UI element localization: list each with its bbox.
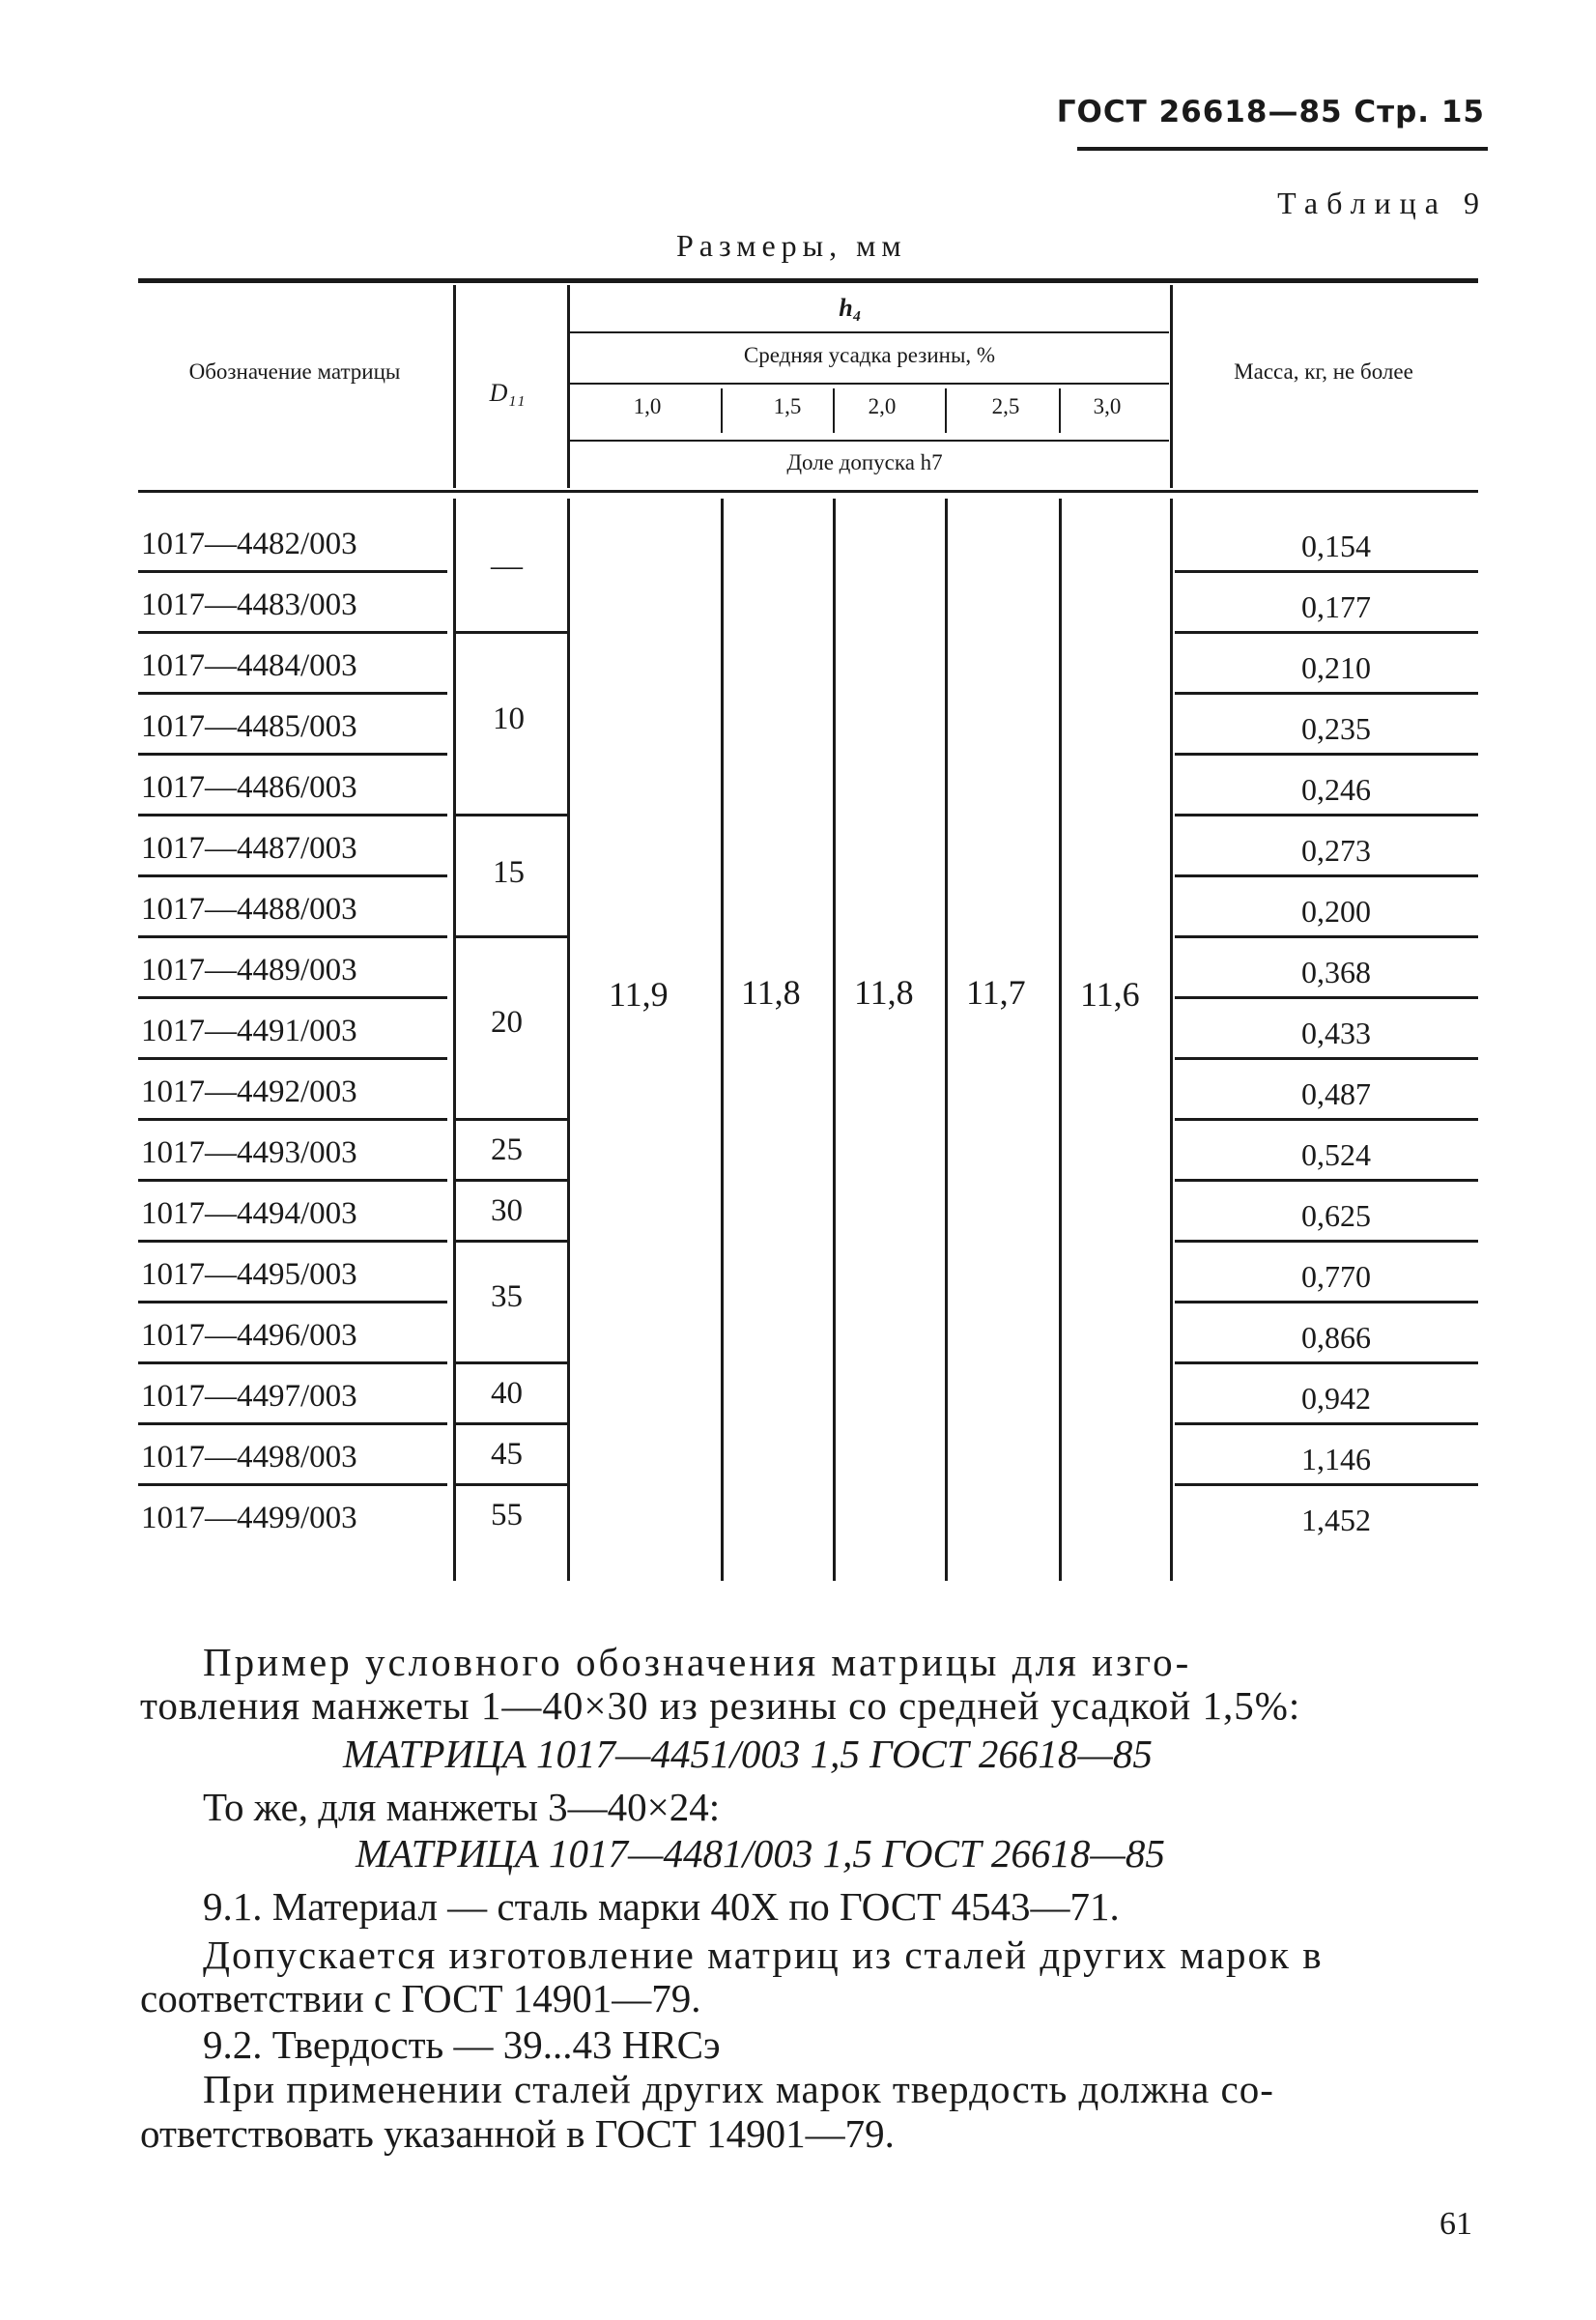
allow-line-1: Допускается изготовление матриц из сталей других марок в bbox=[203, 1933, 1324, 1977]
table-label: Таблица 9 bbox=[1277, 186, 1488, 220]
d11-cell: 30 bbox=[491, 1193, 523, 1228]
mass-cell: 0,942 bbox=[1301, 1381, 1371, 1416]
designation-cell: 1017—4486/003 bbox=[141, 770, 357, 805]
h4-cell: 11,6 bbox=[1080, 975, 1140, 1014]
designation-cell: 1017—4499/003 bbox=[141, 1501, 357, 1535]
allow-line-2: соответствии с ГОСТ 14901—79. bbox=[140, 1976, 701, 2020]
header-shrinkage: Средняя усадка резины, % bbox=[743, 343, 996, 367]
mass-cell: 0,433 bbox=[1301, 1016, 1371, 1050]
header-rule bbox=[1077, 147, 1488, 151]
designation-cell: 1017—4494/003 bbox=[141, 1196, 357, 1231]
h4-cell: 11,8 bbox=[854, 973, 914, 1012]
table-title: Размеры, мм bbox=[676, 228, 907, 263]
running-title: ГОСТ 26618—85 Стр. 15 bbox=[1056, 95, 1485, 129]
mass-cell: 0,235 bbox=[1301, 711, 1371, 746]
mass-cell: 0,487 bbox=[1301, 1076, 1371, 1111]
mass-cell: 0,273 bbox=[1301, 833, 1371, 868]
designation-cell: 1017—4483/003 bbox=[141, 587, 357, 622]
h4-cell: 11,9 bbox=[609, 975, 669, 1014]
designation-cell: 1017—4489/003 bbox=[141, 953, 357, 988]
mass-cell: 0,866 bbox=[1301, 1320, 1371, 1355]
d11-cell: 45 bbox=[491, 1437, 523, 1472]
d11-cell: 25 bbox=[491, 1132, 523, 1167]
mass-cell: 1,146 bbox=[1301, 1442, 1371, 1476]
mass-cell: 0,210 bbox=[1301, 650, 1371, 685]
designation-cell: 1017—4485/003 bbox=[141, 709, 357, 744]
formula-2: МАТРИЦА 1017—4481/003 1,5 ГОСТ 26618—85 bbox=[356, 1831, 1165, 1876]
table-top-rule bbox=[138, 278, 1478, 283]
designation-cell: 1017—4482/003 bbox=[141, 527, 357, 561]
header-h4: h₄ bbox=[839, 294, 862, 322]
mass-cell: 1,452 bbox=[1301, 1503, 1371, 1537]
shrink-value: 2,0 bbox=[868, 394, 897, 418]
paragraph-9-1: 9.1. Материал — сталь марки 40Х по ГОСТ 4543—71. bbox=[203, 1884, 1120, 1929]
h4-cell: 11,7 bbox=[966, 973, 1026, 1012]
designation-cell: 1017—4491/003 bbox=[141, 1014, 357, 1048]
d11-cell: 15 bbox=[493, 855, 525, 890]
designation-cell: 1017—4484/003 bbox=[141, 648, 357, 683]
shrink-value: 1,0 bbox=[633, 394, 662, 418]
mass-cell: 0,524 bbox=[1301, 1137, 1371, 1172]
d11-cell: 10 bbox=[493, 702, 525, 736]
header-d11: D₁₁ bbox=[489, 379, 526, 407]
mass-cell: 0,177 bbox=[1301, 589, 1371, 624]
formula-1: МАТРИЦА 1017—4451/003 1,5 ГОСТ 26618—85 bbox=[343, 1732, 1153, 1776]
shrink-value: 1,5 bbox=[773, 394, 802, 418]
header-designation: Обозначение матрицы bbox=[188, 359, 401, 384]
designation-cell: 1017—4498/003 bbox=[141, 1440, 357, 1475]
d11-cell: 55 bbox=[491, 1498, 523, 1532]
designation-cell: 1017—4487/003 bbox=[141, 831, 357, 866]
shrink-value: 2,5 bbox=[991, 394, 1020, 418]
designation-cell: 1017—4496/003 bbox=[141, 1318, 357, 1353]
designation-cell: 1017—4495/003 bbox=[141, 1257, 357, 1292]
header-tolerance: Доле допуска h7 bbox=[786, 450, 943, 474]
header-mass: Масса, кг, не более bbox=[1234, 359, 1413, 384]
mass-cell: 0,368 bbox=[1301, 955, 1371, 989]
mass-cell: 0,246 bbox=[1301, 772, 1371, 807]
mass-cell: 0,625 bbox=[1301, 1198, 1371, 1233]
d11-cell: — bbox=[491, 549, 523, 584]
mass-cell: 0,770 bbox=[1301, 1259, 1371, 1294]
d11-cell: 35 bbox=[491, 1279, 523, 1314]
header-bottom-rule bbox=[138, 490, 1478, 493]
same-line: То же, для манжеты 3—40×24: bbox=[203, 1785, 721, 1829]
h4-cell: 11,8 bbox=[741, 973, 801, 1012]
apply-line-2: ответствовать указанной в ГОСТ 14901—79. bbox=[140, 2111, 895, 2156]
shrink-value: 3,0 bbox=[1093, 394, 1122, 418]
designation-cell: 1017—4497/003 bbox=[141, 1379, 357, 1414]
mass-cell: 0,154 bbox=[1301, 529, 1371, 563]
apply-line-1: При применении сталей других марок твердость должна со- bbox=[203, 2067, 1274, 2111]
d11-cell: 20 bbox=[491, 1005, 523, 1040]
designation-cell: 1017—4488/003 bbox=[141, 892, 357, 927]
page-number: 61 bbox=[1439, 2206, 1472, 2242]
designation-cell: 1017—4493/003 bbox=[141, 1135, 357, 1170]
d11-cell: 40 bbox=[491, 1376, 523, 1411]
example-line-2: товления манжеты 1—40×30 из резины со средней усадкой 1,5%: bbox=[140, 1683, 1301, 1728]
designation-cell: 1017—4492/003 bbox=[141, 1074, 357, 1109]
mass-cell: 0,200 bbox=[1301, 894, 1371, 929]
example-line-1: Пример условного обозначения матрицы для изго- bbox=[203, 1640, 1192, 1684]
paragraph-9-2: 9.2. Твердость — 39...43 HRCэ bbox=[203, 2022, 721, 2067]
